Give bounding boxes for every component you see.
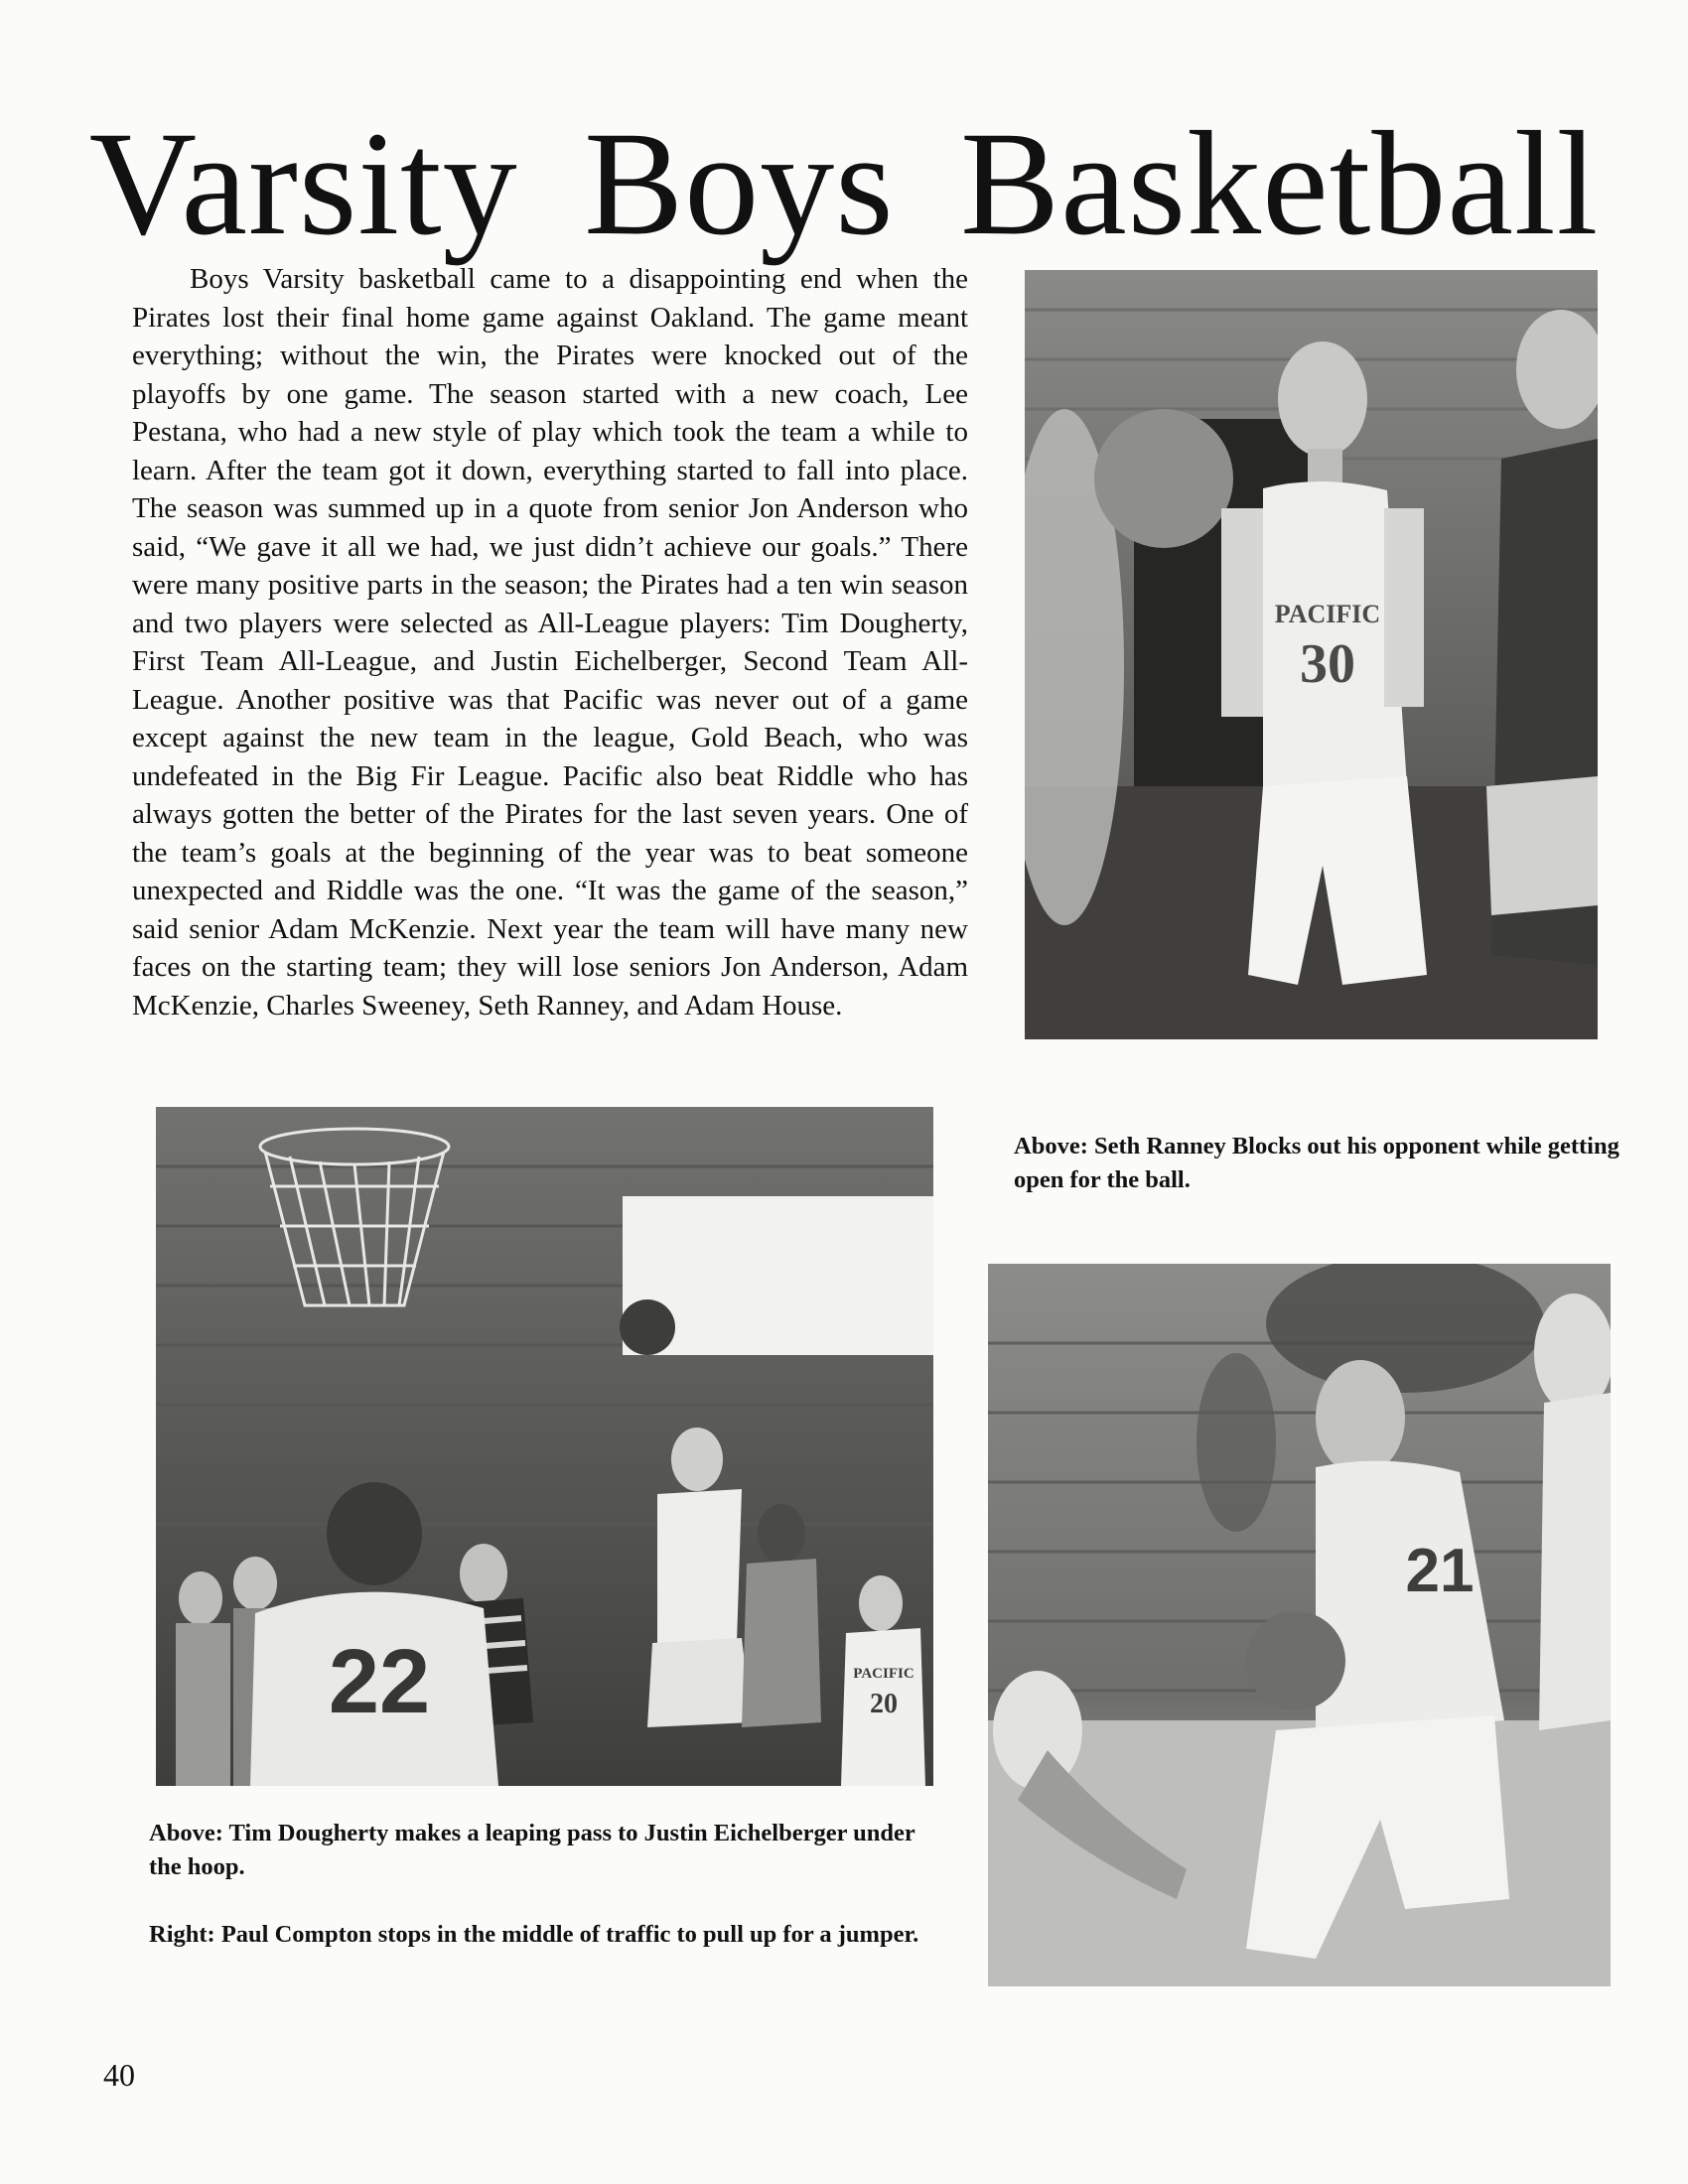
ranney-jersey-text: PACIFIC bbox=[1274, 600, 1381, 628]
caption-paul-compton: Right: Paul Compton stops in the middle of traffic to pull up for a jumper. bbox=[149, 1921, 919, 1948]
page-number: 40 bbox=[103, 2057, 135, 2093]
photo-paul-compton bbox=[988, 1264, 1611, 1986]
dougherty-jersey-22: 22 bbox=[328, 1631, 431, 1732]
caption-seth-ranney: Above: Seth Ranney Blocks out his opponent while getting open for the ball. bbox=[1014, 1133, 1619, 1193]
caption-tim-dougherty: Above: Tim Dougherty makes a leaping pass to Justin Eichelberger under the hoop. bbox=[149, 1820, 915, 1880]
dougherty-jersey-text-right: PACIFIC bbox=[853, 1666, 914, 1682]
page-title: Varsity Boys Basketball bbox=[88, 101, 1600, 266]
photo-tim-dougherty bbox=[156, 1107, 933, 1786]
compton-jersey-number: 21 bbox=[1405, 1537, 1475, 1605]
photo-seth-ranney bbox=[1025, 270, 1598, 1039]
ranney-jersey-number: 30 bbox=[1300, 633, 1355, 695]
dougherty-jersey-20: 20 bbox=[870, 1689, 898, 1719]
article-body: Boys Varsity basketball came to a disappointing end when the Pirates lost their final home game against Oakland. The game meant everything; without the win, the Pirates were knocked out of the playoffs by one game. The season started with a new coach, Lee Pestana, who had a new style of play which took the team a while to learn. After the team got it down, everything started to fall into place. The season was summed up in a quote from senior Jon Anderson who said, “We gave it all we had, we just didn’t achieve our goals.” There were many positive parts in the season; the Pirates had a ten win season and two players were selected as All-League players: Tim Dougherty, First Team All-League, and Justin Eichelberger, Second Team All-League. Another positive was that Pacific was never out of a game except against the new team in the league, Gold Beach, who was undefeated in the Big Fir League. Pacific also beat Riddle who has always gotten the better of the Pirates for the last seven years. One of the team’s goals at the beginning of the year was to beat someone unexpected and Riddle was the one. “It was the game of the season,” said senior Adam McKenzie. Next year the team will have many new faces on the starting team; they will lose seniors Jon Anderson, Adam McKenzie, Charles Sweeney, Seth Ranney, and Adam House. bbox=[132, 263, 968, 1022]
